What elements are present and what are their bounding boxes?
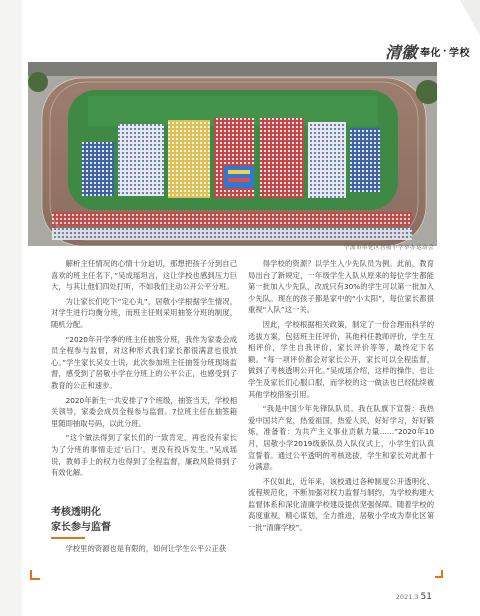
- paragraph: “我是中国少年先锋队队员。我在队旗下宣誓：我热爱中国共产党，热爱祖国，热爱人民，好好学习，好好锻炼，准备着：为共产主义事业贡献力量……”2020年10月，居敬小学2019级新队员入队仪式上，小学生们认真宣誓着。通过公平透明的考核选拔，学生和家长对此都十分满意。: [248, 404, 434, 472]
- aerial-field-illustration: [28, 62, 437, 246]
- paragraph: “2020年开学季的班主任抽签分班，我作为家委会成员全程参与监督，对这种形式我们家长都很满意也很放心。”学生家长吴女士说，此次参加班主任抽签分班现场监督，感受到了居敬小学在分班上的公平公正，也感受到了教育的公正和速步。: [51, 334, 237, 390]
- left-text-column: [51, 258, 237, 482]
- issue-number: 2021.3: [395, 593, 419, 601]
- paragraph: 2020年新生一共安排了7个班级，抽签当天，学校相关领导，家委会成员全程参与监督。7位班主任在抽签箱里随即抽取号码，以此分班。: [51, 395, 237, 428]
- page-number: 51: [420, 592, 432, 602]
- paragraph: “这个做法得到了家长们的一致肯定，再也没有家长为了分班的事情走过‘后门’，更没有投诉发生。”吴成瑶说，教师手上的权力也得到了全程监督，廉政风险得到了有效化解。: [51, 433, 237, 478]
- corner-decoration: [460, 0, 480, 36]
- paragraph: 不仅如此，近年来，该校通过各种制度公开透明化、流程规范化，不断加强对权力监督与制约，为学校构建大监督体系和深化清廉学校建设提供坚强保障。随着学校的高度重视，精心谋划，全力推进，居敬小学成为奉化区第一批“清廉学校”。: [248, 476, 434, 533]
- header-brand: 清徽: [385, 42, 418, 62]
- paragraph: 学校里的资源也是有限的，如何让学生公平公正获: [65, 544, 227, 553]
- paragraph: 为让家长们吃下“定心丸”，居敬小学根据学生情况，对学生进行均衡分班，而班主任则采用抽签分班的制度，随机分配。: [51, 296, 237, 329]
- corner-accent-left: [30, 570, 40, 580]
- photo-caption: 宁波市奉化区居敬小学举办运动会: [343, 245, 434, 251]
- header-title-part2: 学校: [449, 47, 470, 59]
- section-underline: [51, 537, 85, 539]
- paragraph: 得学校的资源？以学生入少先队员为例。此前，教育局出台了新规定，一年级学生入队从原来的每位学生都能第一批加入少先队，改成只有30%的学生可以第一批加入少先队。现在的孩子都是家中的“小太阳”，每位家长都很重视“入队”这一关。: [248, 259, 434, 315]
- running-header: [310, 42, 480, 62]
- left-margin-decoration: [0, 0, 22, 616]
- section-body: [51, 543, 237, 558]
- corner-accent-right: [435, 570, 443, 578]
- section-title-line1: 考核透明化: [51, 507, 101, 518]
- right-text-column: [248, 258, 434, 537]
- paragraph: 解析主任情况的心情十分迫切，那想把孩子分到自己喜欢的班主任名下，”吴成瑶坦言，这让学校也感到压力巨大，与其让他们四处打听，不如我们主动公开公平分班。: [51, 259, 237, 292]
- section-title-line2: 家长参与监督: [51, 522, 111, 533]
- sports-meeting-photo: [28, 62, 437, 246]
- paragraph: 因此，学校根据相关政策，制定了一份合理而科学的选拔方案，包括班主任评价，其他科任教师评价，学生互相评价，学生自我评价，家长评价等等，最终定下名额。“每一项评价都会对家长公开，家长可以全程监督，做到了考核透明公开化。”吴成瑶介绍，这样的操作，也让学生及家长们心服口服，而学校的这一做法也已经陆续被其他学校借鉴引用。: [248, 319, 434, 399]
- page-folio: [396, 592, 432, 602]
- section-heading: [51, 505, 237, 539]
- header-separator: ·: [443, 45, 447, 57]
- header-title-part1: 奉化: [420, 47, 442, 59]
